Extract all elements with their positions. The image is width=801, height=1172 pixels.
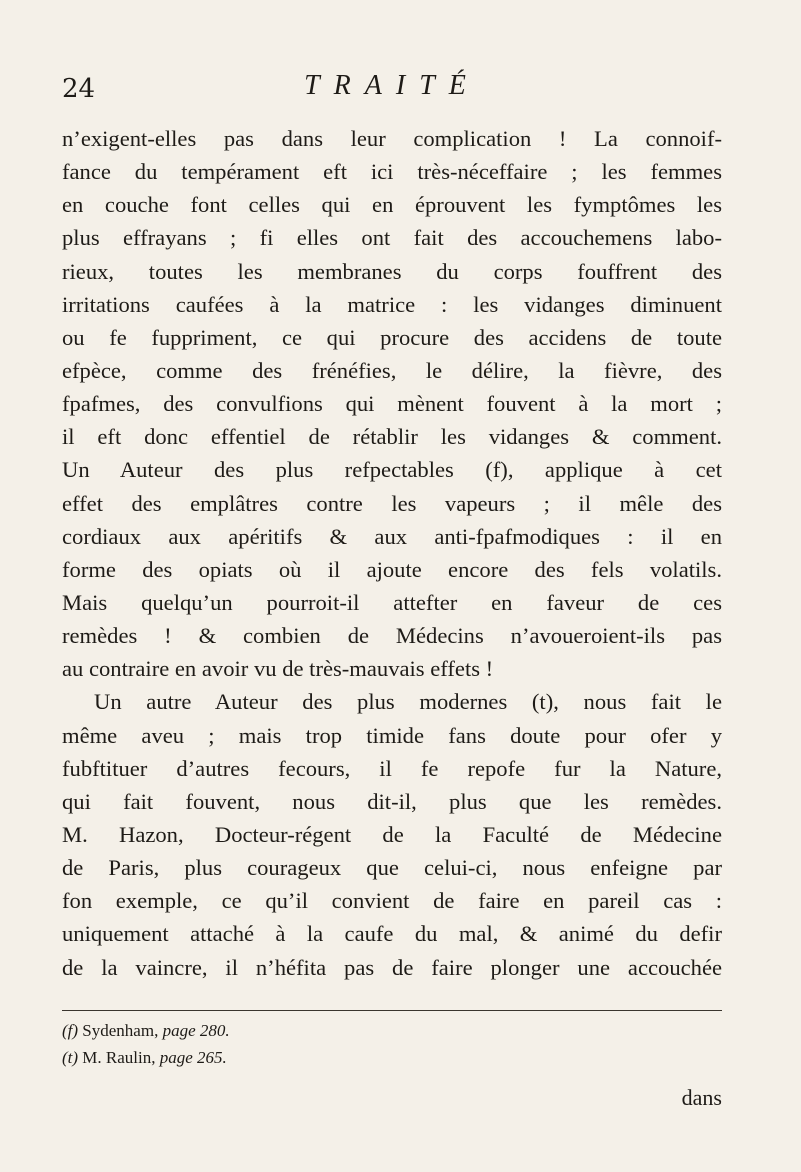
text-line: fubftituer d’autres fecours, il fe repofe fur la Nature, bbox=[62, 755, 722, 781]
footnotes bbox=[62, 1017, 722, 1071]
footnote-mark: (f) bbox=[62, 1021, 79, 1040]
footnote-page: page 280. bbox=[162, 1021, 230, 1040]
text-line: il eft donc effentiel de rétablir les vidanges & comment. bbox=[62, 424, 722, 450]
text-line: plus effrayans ; fi elles ont fait des accouchemens labo- bbox=[62, 225, 722, 251]
text-line: Mais quelqu’un pourroit-il attefter en faveur de ces bbox=[62, 589, 722, 615]
text-line: fpafmes, des convulfions qui mènent fouvent à la mort ; bbox=[62, 391, 722, 417]
footnote bbox=[62, 1017, 722, 1044]
text-line: uniquement attaché à la caufe du mal, & animé du defir bbox=[62, 921, 722, 947]
text-line: cordiaux aux apéritifs & aux anti-fpafmodiques : il en bbox=[62, 523, 722, 549]
footnote-text: Sydenham, bbox=[82, 1021, 159, 1040]
text-line: fance du tempérament eft ici très-néceffaire ; les femmes bbox=[62, 159, 722, 185]
running-head bbox=[62, 70, 722, 110]
footnote-page: page 265. bbox=[159, 1048, 227, 1067]
footnote-text: M. Raulin, bbox=[82, 1048, 156, 1067]
text-line: Un Auteur des plus refpectables (f), applique à cet bbox=[62, 457, 722, 483]
catchword: dans bbox=[681, 1085, 722, 1110]
text-line: qui fait fouvent, nous dit-il, plus que les remèdes. bbox=[62, 788, 722, 814]
text-line: au contraire en avoir vu de très-mauvais effets ! bbox=[62, 656, 494, 682]
text-line: rieux, toutes les membranes du corps fouffrent des bbox=[62, 258, 722, 284]
text-line: de Paris, plus courageux que celui-ci, nous enfeigne par bbox=[62, 855, 722, 881]
text-line: en couche font celles qui en éprouvent les fymptômes les bbox=[62, 192, 722, 218]
text-line: forme des opiats où il ajoute encore des fels volatils. bbox=[62, 556, 722, 582]
footnote bbox=[62, 1044, 722, 1071]
text-line: efpèce, comme des frénéfies, le délire, la fièvre, des bbox=[62, 357, 722, 383]
body-text bbox=[62, 122, 722, 984]
text-line: de la vaincre, il n’héfita pas de faire plonger une accouchée bbox=[62, 954, 722, 980]
text-line: M. Hazon, Docteur-régent de la Faculté de Médecine bbox=[62, 821, 722, 847]
text-line: irritations caufées à la matrice : les vidanges diminuent bbox=[62, 291, 722, 317]
running-title: TRAITÉ bbox=[304, 70, 480, 101]
text-line: remèdes ! & combien de Médecins n’avoueroient-ils pas bbox=[62, 623, 722, 649]
page-number: 24 bbox=[62, 74, 96, 104]
text-line: Un autre Auteur des plus modernes (t), nous fait le bbox=[94, 689, 722, 715]
text-line: n’exigent-elles pas dans leur complication ! La connoif- bbox=[62, 126, 722, 151]
text-line: fon exemple, ce qu’il convient de faire en pareil cas : bbox=[62, 888, 722, 914]
footnote-mark: (t) bbox=[62, 1048, 79, 1067]
footnote-rule bbox=[62, 1010, 722, 1011]
text-line: effet des emplâtres contre les vapeurs ; il mêle des bbox=[62, 490, 722, 516]
text-line: même aveu ; mais trop timide fans doute pour ofer y bbox=[62, 722, 722, 748]
text-line: ou fe fuppriment, ce qui procure des accidens de toute bbox=[62, 324, 722, 350]
